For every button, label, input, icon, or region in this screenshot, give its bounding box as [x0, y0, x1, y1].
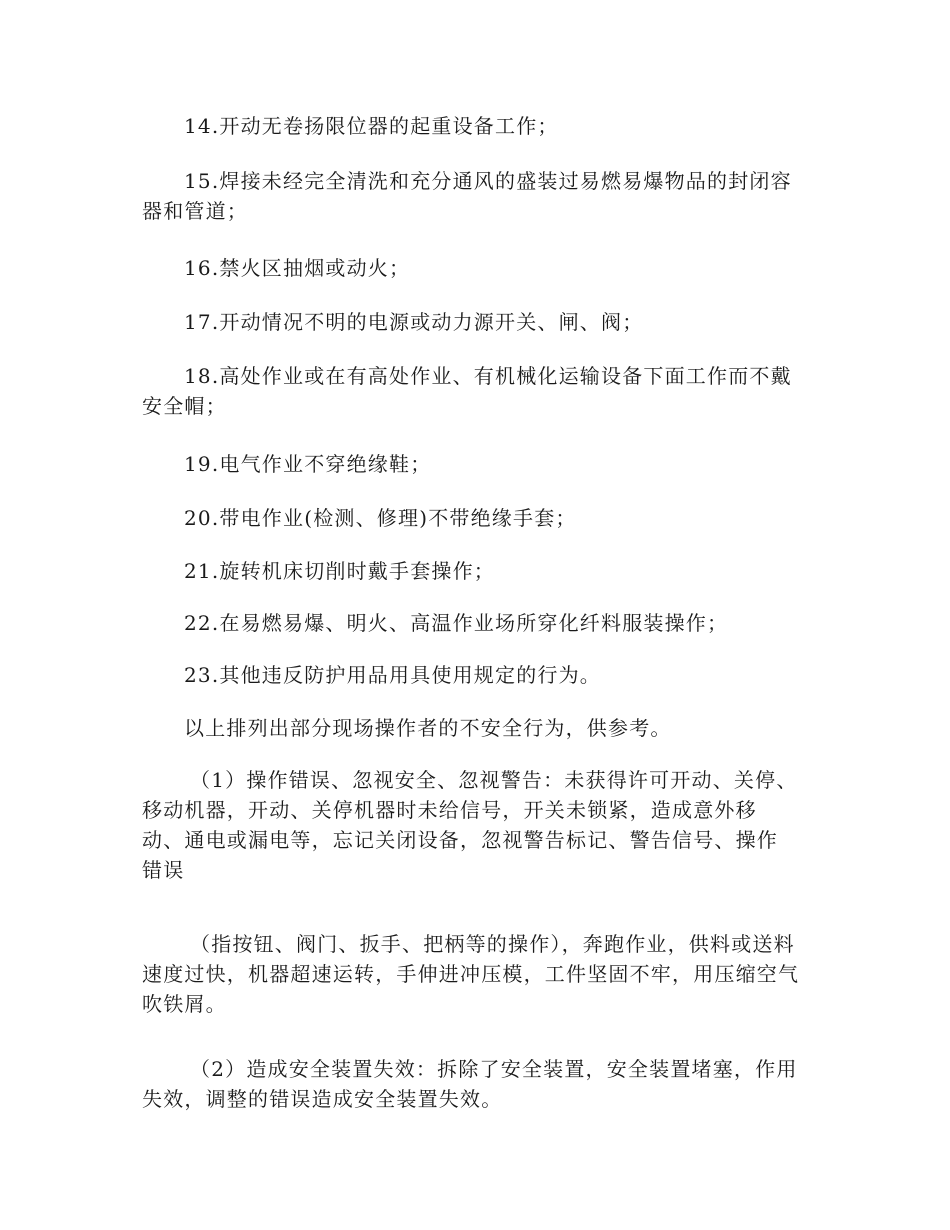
section-1-line-2: 移动机器，开动、关停机器时未给信号，开关未锁紧，造成意外移 [142, 798, 757, 822]
list-item-21: 21.旋转机床切削时戴手套操作； [184, 559, 496, 583]
section-1-paragraph [142, 765, 806, 885]
list-item-20: 20.带电作业(检测、修理)不带绝缘手套； [184, 506, 577, 530]
section-1-line-4: 错误 [142, 858, 185, 882]
list-item-22: 22.在易燃易爆、明火、高温作业场所穿化纤料服装操作； [184, 611, 729, 635]
list-item-16: 16.禁火区抽烟或动火； [184, 256, 411, 280]
section-1-line-1: （1）操作错误、忽视安全、忽视警告：未获得许可开动、关停、 [190, 768, 798, 792]
section-2-paragraph: （2）造成安全装置失效：拆除了安全装置，安全装置堵塞，作用失效，调整的错误造成安全装置失效。 [142, 1057, 798, 1111]
list-item-17: 17.开动情况不明的电源或动力源开关、闸、阀； [184, 310, 644, 334]
list-item-14: 14.开动无卷扬限位器的起重设备工作； [184, 114, 559, 138]
list-item-15: 15.焊接未经完全清洗和充分通风的盛装过易燃易爆物品的封闭容器和管道； [142, 169, 792, 223]
list-item-23: 23.其他违反防护用品用具使用规定的行为。 [184, 663, 602, 687]
summary-paragraph: 以上排列出部分现场操作者的不安全行为，供参考。 [184, 716, 672, 740]
section-1-continuation: （指按钮、阀门、扳手、把柄等的操作），奔跑作业，供料或送料速度过快，机器超速运转，手伸进冲压模，工件坚固不牢，用压缩空气吹铁屑。 [142, 932, 800, 1016]
list-item-19: 19.电气作业不穿绝缘鞋； [184, 452, 432, 476]
section-1-line-3: 动、通电或漏电等，忘记关闭设备，忽视警告标记、警告信号、操作 [142, 828, 778, 852]
list-item-18: 18.高处作业或在有高处作业、有机械化运输设备下面工作而不戴安全帽； [142, 364, 792, 418]
